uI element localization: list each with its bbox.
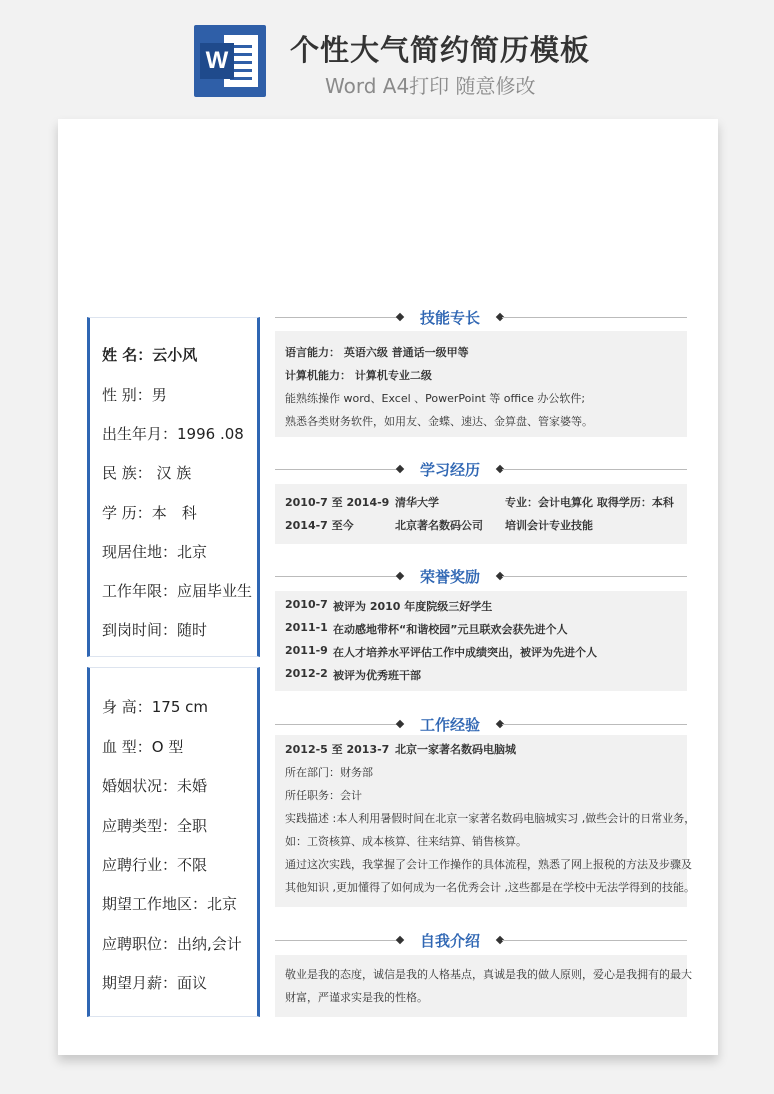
diamond-icon [396, 313, 404, 321]
work-description-3: 通过这次实践，我掌握了会计工作操作的具体流程，熟悉了网上报税的方法及步骤及 [285, 858, 692, 871]
section-title-intro: 自我介绍 [419, 932, 480, 950]
diamond-icon [396, 936, 404, 944]
page-header [0, 0, 774, 110]
education-panel: 2010-7 至 2014-9 清华大学 专业：会计电算化 取得学历：本科 2014-7 至今 北京著名数码公司 培训会计专业技能 [275, 484, 687, 544]
resume-page [58, 119, 718, 1055]
skills-panel [275, 331, 687, 437]
work-department: 所在部门：财务部 [285, 766, 373, 779]
work-description-1: 实践描述 :本人利用暑假时间在北京一家著名数码电脑城实习 ,做些会计的日常业务， [285, 812, 696, 825]
work-role: 所任职务：会计 [285, 789, 362, 802]
section-title-work: 工作经验 [419, 716, 480, 734]
honors-panel: 2010-7 被评为 2010 年度院级三好学生 2011-1 在动感地带杯“和谐校园”元旦联欢会获先进个人 2011-9 在人才培养水平评估工作中成绩突出，被评为先进个人 2012-2 被评为优秀班干部 [275, 591, 687, 691]
info-name: 姓 名：云小风 [102, 346, 198, 364]
info-start-time: 到岗时间：随时 [102, 621, 208, 639]
work-description-4: 其他知识 ,更加懂得了如何成为一名优秀会计 ,这些都是在学校中无法学得到的技能。 [285, 881, 695, 894]
diamond-icon [396, 572, 404, 580]
info-work-years: 工作年限：应届毕业生 [102, 582, 253, 600]
personal-info-box [87, 317, 260, 657]
info-height: 身 高：175 cm [102, 698, 209, 716]
section-header-education [275, 459, 687, 479]
section-title-honors: 荣誉奖励 [419, 568, 480, 586]
section-header-intro [275, 930, 687, 950]
info-position: 应聘职位：出纳,会计 [102, 935, 242, 953]
info-marital: 婚姻状况：未婚 [102, 777, 208, 795]
section-header-work [275, 714, 687, 734]
info-ethnicity: 民 族： 汉 族 [102, 464, 192, 482]
skill-computer: 计算机能力： 计算机专业二级 [285, 369, 432, 382]
skill-language: 语言能力： 英语六级 普通话一级甲等 [285, 346, 469, 359]
diamond-icon [396, 720, 404, 728]
section-title-education: 学习经历 [419, 461, 480, 479]
intro-line-1: 敬业是我的态度，诚信是我的人格基点，真诚是我的做人原则，爱心是我拥有的最大 [285, 968, 692, 981]
info-location: 期望工作地区：北京 [102, 895, 238, 913]
section-header-honors [275, 566, 687, 586]
intro-line-2: 财富，严谨求实是我的性格。 [285, 991, 428, 1004]
info-education: 学 历：本 科 [102, 504, 197, 522]
info-industry: 应聘行业：不限 [102, 856, 208, 874]
page-subtitle: Word A4打印 随意修改 [325, 74, 536, 98]
page-title: 个性大气简约简历模板 [290, 33, 591, 67]
job-info-box [87, 667, 260, 1017]
info-birth: 出生年月：1996 .08 [102, 425, 244, 443]
word-logo-letter: W [200, 43, 234, 79]
info-salary: 期望月薪：面议 [102, 974, 208, 992]
info-residence: 现居住地：北京 [102, 543, 208, 561]
skill-finance-software: 熟悉各类财务软件，如用友、金蝶、速达、金算盘、管家婆等。 [285, 415, 593, 428]
intro-panel [275, 955, 692, 1017]
info-gender: 性 别：男 [102, 386, 167, 404]
info-blood-type: 血 型：O 型 [102, 738, 184, 756]
diamond-icon [396, 465, 404, 473]
skill-office: 能熟练操作 word、Excel 、PowerPoint 等 office 办公软件; [285, 392, 586, 405]
work-description-2: 如：工资核算、成本核算、往来结算、销售核算。 [285, 835, 527, 848]
section-title-skills: 技能专长 [419, 309, 480, 327]
work-panel: 2012-5 至 2013-7 北京一家著名数码电脑城 所在部门：财务部 所任职务：会计 实践描述 :本人利用暑假时间在北京一家著名数码电脑城实习 ,做些会计的日常业务， 如：工资核算、成本核算、往来结算、销售核算。 通过这次实践，我掌握了会计工作操作的具体流程，熟悉了网上报税的方法及步骤及 其他知识 ,更加懂得了如何成为一名优秀会计 ,这些都是在学校中无法学得到的技能。 [275, 735, 687, 907]
word-document-icon [194, 25, 266, 97]
info-job-type: 应聘类型：全职 [102, 817, 208, 835]
section-header-skills [275, 307, 687, 327]
